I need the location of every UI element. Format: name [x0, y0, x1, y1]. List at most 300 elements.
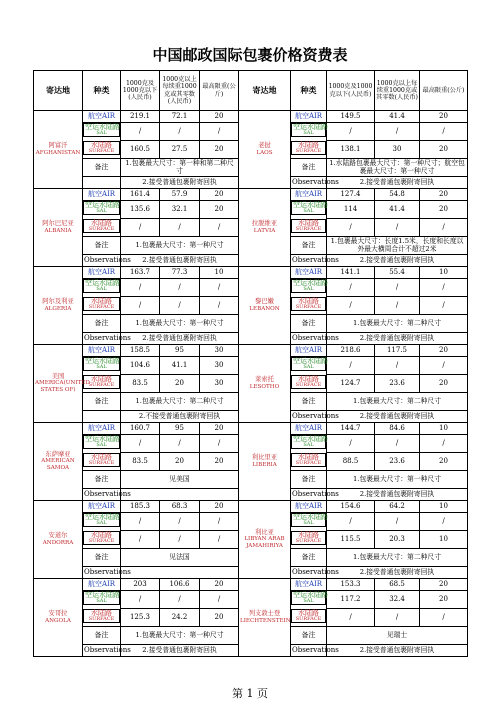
rate-air-cont: 64.2	[375, 501, 420, 513]
rate-air-first: 141.1	[327, 267, 375, 279]
type-sur-cn: 水陆路	[91, 218, 112, 227]
country-name-en: AMERICAN SAMOA	[41, 458, 75, 472]
rate-sur-cont: /	[375, 609, 420, 627]
rate-sal-max: /	[420, 279, 468, 297]
observations-text: 2.不接受普通包裹附寄回执	[121, 411, 239, 423]
country-cell	[239, 111, 291, 189]
type-air-cn: 航空	[87, 112, 102, 121]
type-sur-en: SURFACE	[88, 459, 115, 466]
rate-sal-cont: /	[160, 279, 200, 297]
note-label: 备注	[291, 237, 327, 255]
type-sal-en: SAL	[96, 208, 107, 214]
rate-sur-cont: 20.3	[375, 531, 420, 549]
rate-sal-max: /	[200, 435, 239, 453]
type-sal	[291, 357, 326, 371]
rate-air-first: 154.6	[327, 501, 375, 513]
note-label: 备注	[83, 549, 121, 567]
observations-text	[121, 567, 239, 579]
type-sal	[83, 435, 120, 449]
country-name-en: LESOTHO	[249, 383, 280, 390]
country-name-en: AFGHANISTAN	[35, 149, 81, 156]
type-sur-cn: 水陆路	[298, 296, 319, 305]
type-sur-cn: 水陆路	[91, 530, 112, 539]
observations-text: 2.接受普通包裹附寄回执	[327, 489, 468, 501]
country-name-en: LIBYAN ARAB JAMAHIRIYA	[244, 536, 285, 550]
rate-air-cont: 72.1	[160, 111, 200, 123]
rate-sur-max: /	[200, 531, 239, 549]
type-sur	[83, 531, 120, 545]
type-air	[83, 189, 121, 201]
rate-sal-first: 104.6	[121, 357, 160, 375]
country-name-cn: 东萨摩亚	[45, 450, 71, 458]
type-air	[291, 189, 327, 201]
rate-air-cont: 95	[160, 423, 200, 435]
observations-text: 2.接受普通包裹附寄回执	[327, 645, 468, 657]
rate-air-cont: 55.4	[375, 267, 420, 279]
type-air-en: AIR	[308, 424, 323, 433]
table-row	[34, 345, 468, 357]
country-name-cn: 拉脱维亚	[251, 220, 278, 228]
page-footer: 第 1 页	[232, 687, 268, 700]
type-sur-en: SURFACE	[295, 381, 322, 388]
rate-sur-max: 10	[420, 531, 468, 549]
note-text: 1.包裹最大尺寸：第二种尺寸	[327, 393, 468, 411]
type-sal	[291, 279, 326, 293]
observations-label: Observations	[83, 567, 121, 579]
rate-sal-first: /	[327, 279, 375, 297]
rate-sal-max: /	[200, 123, 239, 141]
observations-label: Observations	[83, 255, 121, 267]
type-air	[83, 579, 121, 591]
country-name-en: ANGOLA	[45, 617, 71, 624]
rate-air-cont: 106.6	[160, 579, 200, 591]
rate-air-cont: 77.3	[160, 267, 200, 279]
country-name-cn: 老挝	[258, 142, 271, 150]
note-label: 备注	[83, 237, 121, 255]
note-label: 备注	[291, 393, 327, 411]
type-air-en: AIR	[101, 346, 116, 355]
type-air	[291, 267, 327, 279]
type-sur	[83, 141, 120, 155]
type-sur-en: SURFACE	[295, 537, 322, 544]
rate-sur-max: 30	[200, 375, 239, 393]
type-sur	[83, 375, 120, 389]
country-cell	[239, 189, 291, 267]
country-name-cn: 利比里亚	[251, 454, 278, 462]
rate-sal-cont: /	[160, 513, 200, 531]
country-name-cn: 阿尔巴尼亚	[42, 220, 74, 228]
type-sal-cn: 空运水陆路	[293, 279, 328, 287]
rate-air-cont: 117.5	[375, 345, 420, 357]
table-row	[34, 501, 468, 513]
type-sur	[291, 219, 326, 233]
type-sal-cn: 空运水陆路	[293, 357, 328, 365]
note-text: 1.包裹最大尺寸：第二种尺寸	[327, 315, 468, 333]
type-air-cn: 航空	[294, 112, 309, 121]
rate-sal-max: 20	[200, 201, 239, 219]
type-sal-cn: 空运水陆路	[85, 357, 120, 365]
rate-sur-max: 20	[200, 453, 239, 471]
type-sur-en: SURFACE	[88, 147, 115, 154]
note-text: 1.水陆路包裹最大尺寸：第一种尺寸；航空包裹最大尺寸：第一种尺寸	[327, 159, 468, 177]
type-sur-cn: 水陆路	[298, 530, 319, 539]
rate-sur-cont: /	[375, 219, 420, 237]
rate-air-cont: 95	[160, 345, 200, 357]
rate-air-max: 20	[420, 579, 468, 591]
observations-text: 2.接受普通包裹附寄回执	[327, 255, 468, 267]
type-sal-en: SAL	[96, 442, 107, 448]
rate-sur-max: 20	[420, 375, 468, 393]
observations-text: 2.接受普通包裹附寄回执	[327, 567, 468, 579]
observations-text: 2.接受普通包裹附寄回执	[121, 333, 239, 345]
type-sur	[291, 375, 326, 389]
rate-sal-first: /	[121, 435, 160, 453]
rate-sal-cont: /	[160, 123, 200, 141]
type-sur-en: SURFACE	[295, 459, 322, 466]
rate-air-first: 160.7	[121, 423, 160, 435]
type-air-en: AIR	[308, 268, 323, 277]
country-cell	[239, 579, 291, 657]
type-sur-en: SURFACE	[88, 615, 115, 622]
type-air-cn: 航空	[87, 502, 102, 511]
type-air-en: AIR	[101, 268, 116, 277]
rate-air-max: 10	[420, 501, 468, 513]
rate-sal-cont: /	[160, 591, 200, 609]
observations-text: 2.接受普通包裹附寄回执	[121, 645, 239, 657]
rate-sal-first: /	[327, 435, 375, 453]
note-label: 备注	[83, 393, 121, 411]
country-cell	[34, 423, 83, 501]
rate-sur-first: 124.7	[327, 375, 375, 393]
type-sur-cn: 水陆路	[298, 608, 319, 617]
type-sal-cn: 空运水陆路	[293, 513, 328, 521]
type-sal	[83, 123, 120, 137]
type-sal-cn: 空运水陆路	[85, 591, 120, 599]
country-name-cn: 阿富汗	[48, 142, 68, 150]
rate-sal-cont: 41.1	[160, 357, 200, 375]
observations-label: Observations	[83, 489, 121, 501]
observations-label: Observations	[291, 177, 327, 189]
type-sal-cn: 空运水陆路	[85, 435, 120, 443]
rate-sur-first: /	[327, 609, 375, 627]
rate-sur-first: 125.3	[121, 609, 160, 627]
page-title: 中国邮政国际包裹价格资费表	[152, 46, 348, 64]
country-cell	[239, 501, 291, 579]
type-sur-cn: 水陆路	[298, 140, 319, 149]
note-text: 见瑞士	[327, 627, 468, 645]
rate-sal-cont: /	[160, 435, 200, 453]
note-label: 备注	[83, 471, 121, 489]
rate-sal-max: /	[420, 123, 468, 141]
observations-label	[83, 177, 121, 189]
rate-air-first: 161.4	[121, 189, 160, 201]
type-air	[83, 501, 121, 513]
rate-sal-first: /	[327, 123, 375, 141]
rate-sal-cont: 32.1	[160, 201, 200, 219]
type-air-en: AIR	[101, 190, 116, 199]
country-name-cn: 阿尔及利亚	[42, 298, 74, 306]
rate-air-first: 203	[121, 579, 160, 591]
type-sal	[291, 591, 326, 605]
type-sur-cn: 水陆路	[298, 374, 319, 383]
type-air-cn: 航空	[294, 268, 309, 277]
rate-air-max: 20	[200, 189, 239, 201]
rate-sur-cont: 24.2	[160, 609, 200, 627]
type-sur-en: SURFACE	[88, 225, 115, 232]
type-sal	[83, 201, 120, 215]
type-air-cn: 航空	[294, 346, 309, 355]
rate-sal-max: /	[420, 513, 468, 531]
rate-sur-max: /	[200, 219, 239, 237]
country-name-en: LIBERIA	[252, 461, 277, 468]
type-sal-en: SAL	[96, 286, 107, 292]
rate-air-max: 20	[200, 111, 239, 123]
observations-label	[83, 411, 121, 423]
observations-text: 2.接受普通包裹附寄回执	[327, 333, 468, 345]
rate-sal-cont: /	[375, 513, 420, 531]
rate-sal-max: /	[200, 513, 239, 531]
rate-sur-max: /	[200, 297, 239, 315]
country-name-en: LATVIA	[253, 227, 276, 234]
type-sur-cn: 水陆路	[298, 218, 319, 227]
rate-air-max: 20	[420, 189, 468, 201]
type-sur-cn: 水陆路	[91, 374, 112, 383]
rate-sur-max: /	[420, 297, 468, 315]
type-sal-en: SAL	[303, 598, 314, 604]
type-air-cn: 航空	[294, 502, 309, 511]
rate-air-max: 20	[420, 345, 468, 357]
type-sur	[291, 531, 326, 545]
country-name-cn: 安哥拉	[48, 610, 68, 618]
type-sal	[83, 279, 120, 293]
rate-air-first: 127.4	[327, 189, 375, 201]
header-first: 1000克及1000克以下(人民币)	[121, 71, 160, 111]
rate-sal-max: /	[200, 591, 239, 609]
note-label: 备注	[83, 627, 121, 645]
country-name-cn: 黎巴嫩	[255, 298, 274, 306]
observations-text: 2.接受普通包裹附寄回执	[327, 177, 468, 189]
country-name-cn: 利比亚	[255, 528, 274, 536]
type-sur-en: SURFACE	[295, 147, 322, 154]
rate-sur-max: 20	[200, 609, 239, 627]
rate-air-cont: 57.9	[160, 189, 200, 201]
type-sal-cn: 空运水陆路	[85, 279, 120, 287]
type-air-cn: 航空	[87, 424, 102, 433]
type-air-cn: 航空	[87, 190, 102, 199]
type-sal	[291, 513, 326, 527]
type-sal	[83, 591, 120, 605]
rate-sur-first: /	[327, 219, 375, 237]
rate-air-first: 153.3	[327, 579, 375, 591]
type-sur-cn: 水陆路	[298, 452, 319, 461]
type-sal-en: SAL	[303, 520, 314, 526]
observations-text: 2.接受普通包裹附寄回执	[121, 255, 239, 267]
note-label: 备注	[83, 159, 121, 177]
rate-sal-cont: 32.4	[375, 591, 420, 609]
type-sur	[83, 219, 120, 233]
type-air	[291, 345, 327, 357]
table-row	[34, 579, 468, 591]
type-air	[291, 579, 327, 591]
type-sal-cn: 空运水陆路	[293, 591, 328, 599]
rate-sur-first: /	[121, 531, 160, 549]
rate-sur-first: 138.1	[327, 141, 375, 159]
type-air-en: AIR	[308, 346, 323, 355]
rate-sal-first: /	[121, 279, 160, 297]
type-air-cn: 航空	[87, 268, 102, 277]
note-text: 1.包裹最大尺寸：长度1.5米，长度和长度以外最大横周合计不超过2米	[327, 237, 468, 255]
rate-sur-cont: /	[160, 219, 200, 237]
type-air-en: AIR	[101, 112, 116, 121]
rate-sal-first: 117.2	[327, 591, 375, 609]
type-sur	[83, 297, 120, 311]
note-text: 1.包裹最大尺寸：第一种尺寸	[121, 627, 239, 645]
rate-sur-cont: /	[160, 531, 200, 549]
country-name-cn: 莱索托	[255, 376, 274, 384]
rate-sal-max: 30	[200, 357, 239, 375]
rate-sal-first: /	[121, 123, 160, 141]
type-sal	[291, 201, 326, 215]
type-sur	[83, 609, 120, 623]
rate-air-first: 163.7	[121, 267, 160, 279]
postal-rate-table	[33, 70, 468, 657]
country-name-cn: 美国	[51, 372, 65, 380]
rate-sal-first: /	[121, 591, 160, 609]
type-air-en: AIR	[101, 580, 116, 589]
rate-sal-cont: /	[375, 357, 420, 375]
type-sal-cn: 空运水陆路	[293, 201, 328, 209]
country-cell	[239, 423, 291, 501]
observations-label: Observations	[291, 567, 327, 579]
country-cell	[34, 579, 83, 657]
rate-sal-first: /	[327, 357, 375, 375]
country-name-en: ANDORRA	[42, 539, 74, 546]
note-label: 备注	[83, 315, 121, 333]
type-air-cn: 航空	[87, 346, 102, 355]
header-cont: 1000克以上每续重1000克或其零数(人民币)	[375, 71, 420, 111]
type-sal-en: SAL	[303, 364, 314, 370]
observations-label: Observations	[291, 255, 327, 267]
rate-sur-cont: 23.6	[375, 375, 420, 393]
rate-sur-max: 20	[420, 453, 468, 471]
type-air	[291, 111, 327, 123]
rate-sur-cont: 23.6	[375, 453, 420, 471]
type-sal-cn: 空运水陆路	[85, 513, 120, 521]
rate-sur-cont: 20	[160, 453, 200, 471]
rate-sur-cont: /	[375, 297, 420, 315]
table-row	[34, 267, 468, 279]
type-sur-en: SURFACE	[88, 537, 115, 544]
country-name-en: LAOS	[256, 149, 273, 156]
rate-sur-max: 20	[420, 141, 468, 159]
note-text: 1.包裹最大尺寸：第二种尺寸	[121, 393, 239, 411]
rate-air-max: 20	[200, 423, 239, 435]
rate-air-max: 10	[420, 267, 468, 279]
note-label: 备注	[291, 627, 327, 645]
type-sal	[83, 513, 120, 527]
rate-sur-max: /	[420, 609, 468, 627]
rate-sal-cont: /	[375, 435, 420, 453]
type-sal-cn: 空运水陆路	[293, 123, 328, 131]
rate-sur-first: /	[121, 297, 160, 315]
table-row	[34, 189, 468, 201]
country-name-en: ALBANIA	[44, 227, 72, 234]
type-air	[291, 501, 327, 513]
type-sal-en: SAL	[96, 520, 107, 526]
country-cell	[239, 267, 291, 345]
rate-air-max: 10	[200, 267, 239, 279]
rate-sur-cont: 20	[160, 375, 200, 393]
rate-air-max: 20	[200, 579, 239, 591]
country-name-en: LIECHTENSTEIN	[240, 617, 291, 624]
type-air-cn: 航空	[87, 580, 102, 589]
rate-air-cont: 84.6	[375, 423, 420, 435]
rate-air-cont: 41.4	[375, 111, 420, 123]
type-sur	[291, 609, 326, 623]
type-air	[83, 111, 121, 123]
rate-sur-cont: 30	[375, 141, 420, 159]
country-cell	[34, 111, 83, 189]
note-text: 见美国	[121, 471, 239, 489]
observations-label: Observations	[291, 411, 327, 423]
type-sal-en: SAL	[96, 364, 107, 370]
type-air-cn: 航空	[294, 190, 309, 199]
rate-sal-cont: /	[375, 279, 420, 297]
rate-air-first: 144.7	[327, 423, 375, 435]
rate-sur-first: 160.5	[121, 141, 160, 159]
rate-sal-cont: /	[375, 123, 420, 141]
rate-sal-max: 20	[420, 201, 468, 219]
type-sal-cn: 空运水陆路	[85, 123, 120, 131]
type-sur-cn: 水陆路	[91, 452, 112, 461]
rate-sur-first: /	[327, 297, 375, 315]
type-sal	[291, 123, 326, 137]
observations-text	[121, 489, 239, 501]
rate-sur-first: 83.5	[121, 375, 160, 393]
observations-label: Observations	[83, 645, 121, 657]
rate-air-max: 10	[420, 423, 468, 435]
type-air	[291, 423, 327, 435]
rate-air-first: 218.6	[327, 345, 375, 357]
note-text: 1.包裹最大尺寸：第一种尺寸	[121, 315, 239, 333]
type-air-en: AIR	[308, 112, 323, 121]
note-text: 见法国	[121, 549, 239, 567]
rate-sur-first: /	[121, 219, 160, 237]
type-sal-en: SAL	[96, 130, 107, 136]
rate-sal-max: /	[420, 357, 468, 375]
rate-sal-cont: 41.4	[375, 201, 420, 219]
country-name-en: ALGERIA	[44, 305, 72, 312]
country-name-cn: 安道尔	[48, 532, 68, 540]
header-first: 1000克及1000克以下(人民币)	[327, 71, 375, 111]
type-sur-en: SURFACE	[295, 303, 322, 310]
country-cell	[34, 501, 83, 579]
header-dest: 寄达地	[34, 71, 83, 111]
type-air-en: AIR	[308, 190, 323, 199]
type-air-en: AIR	[101, 424, 116, 433]
rate-air-cont: 68.3	[160, 501, 200, 513]
type-sur	[291, 297, 326, 311]
type-sal	[83, 357, 120, 371]
type-sal-en: SAL	[96, 598, 107, 604]
note-text: 1.包裹最大尺寸：第一种和第二种尺寸	[121, 159, 239, 177]
rate-sur-first: 115.5	[327, 531, 375, 549]
type-sur-en: SURFACE	[88, 303, 115, 310]
type-sur-en: SURFACE	[295, 615, 322, 622]
type-sur-en: SURFACE	[88, 381, 115, 388]
observations-label: Observations	[291, 489, 327, 501]
rate-sal-first: /	[327, 513, 375, 531]
